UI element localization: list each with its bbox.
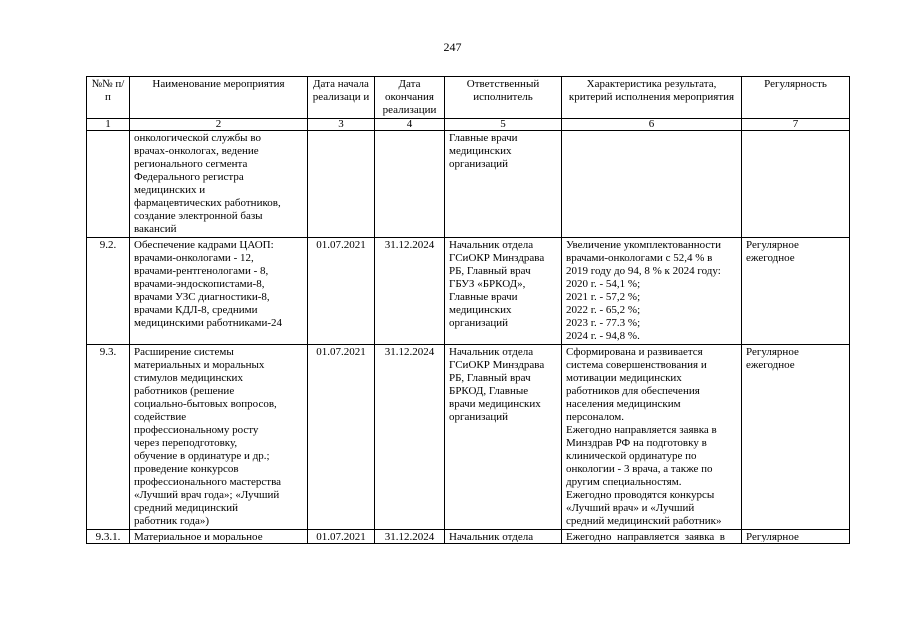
cell-number — [87, 131, 130, 238]
table-row — [87, 131, 850, 238]
column-number: 1 — [87, 119, 130, 131]
header-regularity: Регулярность — [742, 77, 850, 119]
cell-result: Увеличение укомплектованности врачами-онкологами с 52,4 % в 2019 году до 94, 8 % к 2024 году: 2020 г. - 54,1 %; 2021 г. - 57,2 %; 2022 г. - 65,2 %; 2023 г. - 77.3 %; 2024 г. - 94,8 %. — [562, 238, 742, 345]
cell-result — [562, 131, 742, 238]
column-number: 6 — [562, 119, 742, 131]
cell-executor: Начальник отдела ГСиОКР Минздрава РБ, Главный врач БРКОД, Главные врачи медицинских организаций — [445, 345, 562, 530]
header-executor: Ответственный исполнитель — [445, 77, 562, 119]
cell-measure-name: Материальное и моральное — [134, 531, 263, 542]
cell-number: 9.3. — [87, 345, 130, 530]
table-row — [87, 345, 850, 530]
measures-table — [86, 76, 850, 544]
cell-number: 9.3.1. — [95, 531, 121, 542]
header-number: №№ п/п — [87, 77, 130, 119]
header-row — [87, 77, 850, 119]
cell-end-date — [375, 131, 445, 238]
table-row — [87, 530, 850, 544]
cell-regularity — [742, 131, 850, 238]
cell-end-date: 31.12.2024 — [375, 345, 445, 530]
column-number: 2 — [130, 119, 308, 131]
column-number: 4 — [375, 119, 445, 131]
cell-end-date: 31.12.2024 — [375, 238, 445, 345]
cell-executor: Главные врачи медицинских организаций — [445, 131, 562, 238]
header-end-date: Дата окончания реализации — [375, 77, 445, 119]
header-start-date: Дата начала реализаци и — [308, 77, 375, 119]
header-result: Характеристика результата, критерий исполнения мероприятия — [562, 77, 742, 119]
cell-start-date: 01.07.2021 — [316, 531, 366, 542]
column-number: 3 — [308, 119, 375, 131]
cell-end-date: 31.12.2024 — [384, 531, 435, 542]
cell-measure-name: Расширение системы материальных и моральных стимулов медицинских работников (решение социально-бытовых вопросов, содействие профессиональному росту через переподготовку, обучение в ординатуре и др.; проведение конкурсов профессионального мастерства «Лучший врач года»; «Лучший средний медицинский работник года») — [130, 345, 308, 530]
column-number: 7 — [742, 119, 850, 131]
column-number: 5 — [445, 119, 562, 131]
cell-start-date — [308, 131, 375, 238]
table-row — [87, 238, 850, 345]
cell-measure-name: онкологической службы во врачах-онкологах, ведение регионального сегмента Федерального регистра медицинских и фармацевтических работников, создание электронной базы вакансий — [130, 131, 308, 238]
page-number: 247 — [443, 40, 462, 54]
cell-result: Сформирована и развивается система совершенствования и мотивации медицинских работников для обеспечения населения медицинским персоналом. Ежегодно направляется заявка в Минздрав РФ на подготовку в клинической ординатуре по онкологии - 3 врача, а также по другим специальностям. Ежегодно проводятся конкурсы «Лучший врач» и «Лучший средний медицинский работник» — [562, 345, 742, 530]
cell-regularity: Регулярное ежегодное — [742, 238, 850, 345]
cell-regularity: Регулярное — [746, 531, 799, 542]
cell-measure-name: Обеспечение кадрами ЦАОП: врачами-онкологами - 12, врачами-рентгенологами - 8, врачами-эндоскопистами-8, врачами УЗС диагностики-8, врачами КДЛ-8, средними медицинскими работниками-24 — [130, 238, 308, 345]
cell-start-date: 01.07.2021 — [308, 238, 375, 345]
cell-start-date: 01.07.2021 — [308, 345, 375, 530]
header-measure-name: Наименование мероприятия — [130, 77, 308, 119]
cell-regularity: Регулярное ежегодное — [742, 345, 850, 530]
column-number-row — [87, 119, 850, 131]
cell-result: Ежегодно направляется заявка в — [566, 531, 725, 542]
cell-executor: Начальник отдела ГСиОКР Минздрава РБ, Главный врач ГБУЗ «БРКОД», Главные врачи медицинских организаций — [445, 238, 562, 345]
cell-executor: Начальник отдела — [449, 531, 534, 542]
cell-number: 9.2. — [87, 238, 130, 345]
